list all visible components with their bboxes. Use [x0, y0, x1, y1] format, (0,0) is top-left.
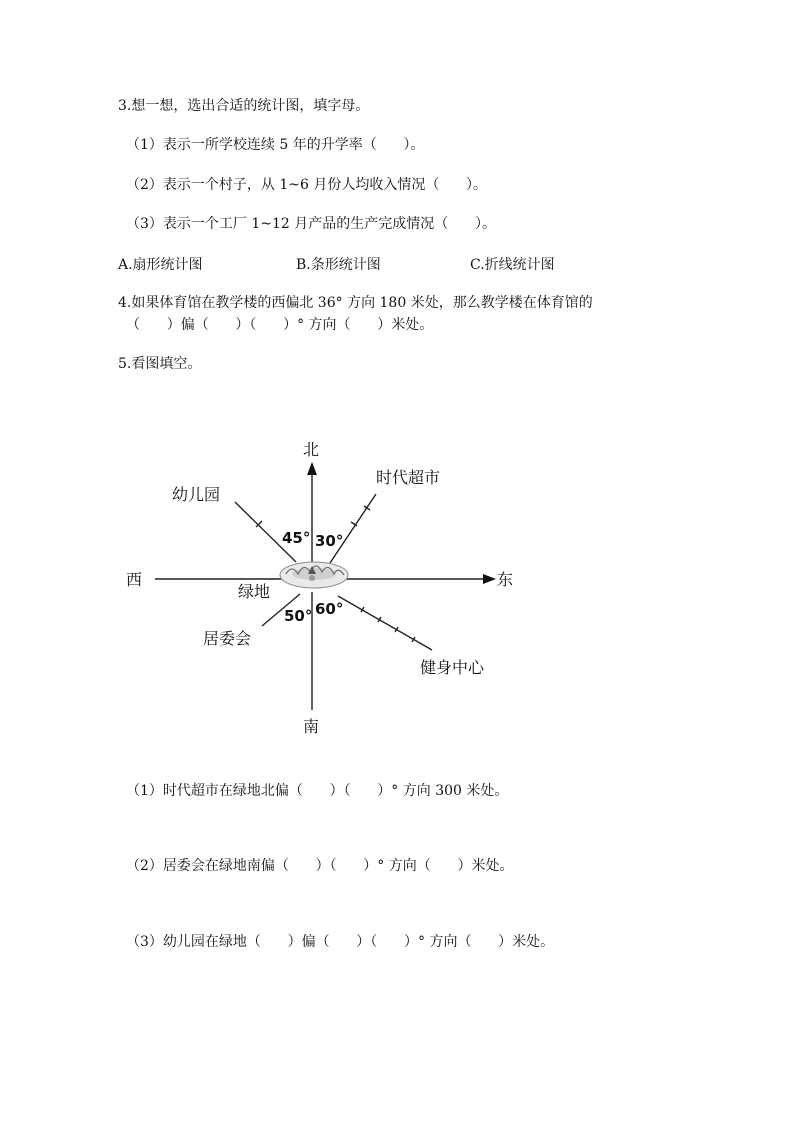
sw-place-label: 居委会 [203, 629, 252, 648]
ne-place-label: 时代超市 [376, 468, 441, 487]
east-arrow-icon [483, 574, 496, 584]
q3-option-b: B.条形统计图 [296, 257, 381, 273]
q5-sub-1: （1）时代超市在绿地北偏（ ）（ ）° 方向 300 米处。 [126, 783, 509, 799]
nw-place-label: 幼儿园 [172, 485, 221, 504]
angle-sw-label: 50° [284, 607, 313, 625]
angle-nw-label: 45° [282, 529, 311, 547]
north-arrow-icon [307, 462, 317, 475]
q3-item-3: （3）表示一个工厂 1~12 月产品的生产完成情况（ ）。 [126, 216, 496, 232]
angle-se-label: 60° [315, 600, 344, 618]
green-space-icon [280, 562, 348, 588]
q3-title: 3.想一想，选出合适的统计图，填字母。 [118, 98, 370, 114]
q5-title: 5.看图填空。 [118, 356, 202, 372]
q3-item-1: （1）表示一所学校连续 5 年的升学率（ ）。 [126, 137, 425, 153]
angle-ne-label: 30° [315, 532, 344, 550]
south-label: 南 [303, 717, 320, 736]
north-label: 北 [303, 440, 320, 459]
q4-line-2: （ ）偏（ ）（ ）° 方向（ ）米处。 [126, 317, 434, 333]
q3-option-c: C.折线统计图 [470, 257, 555, 273]
q3-item-2: （2）表示一个村子，从 1~6 月份人均收入情况（ ）。 [126, 177, 488, 193]
q5-sub-3: （3）幼儿园在绿地（ ）偏（ ）（ ）° 方向（ ）米处。 [126, 934, 555, 950]
ne-ray [330, 494, 376, 563]
q4-line-1: 4.如果体育馆在教学楼的西偏北 36° 方向 180 米处，那么教学楼在体育馆的 [118, 295, 593, 311]
q5-sub-2: （2）居委会在绿地南偏（ ）（ ）° 方向（ ）米处。 [126, 858, 514, 874]
se-place-label: 健身中心 [420, 658, 485, 677]
west-label: 西 [126, 570, 143, 589]
q3-option-a: A.扇形统计图 [118, 257, 203, 273]
center-label: 绿地 [238, 582, 271, 601]
se-ray [338, 596, 432, 650]
east-label: 东 [497, 570, 514, 589]
